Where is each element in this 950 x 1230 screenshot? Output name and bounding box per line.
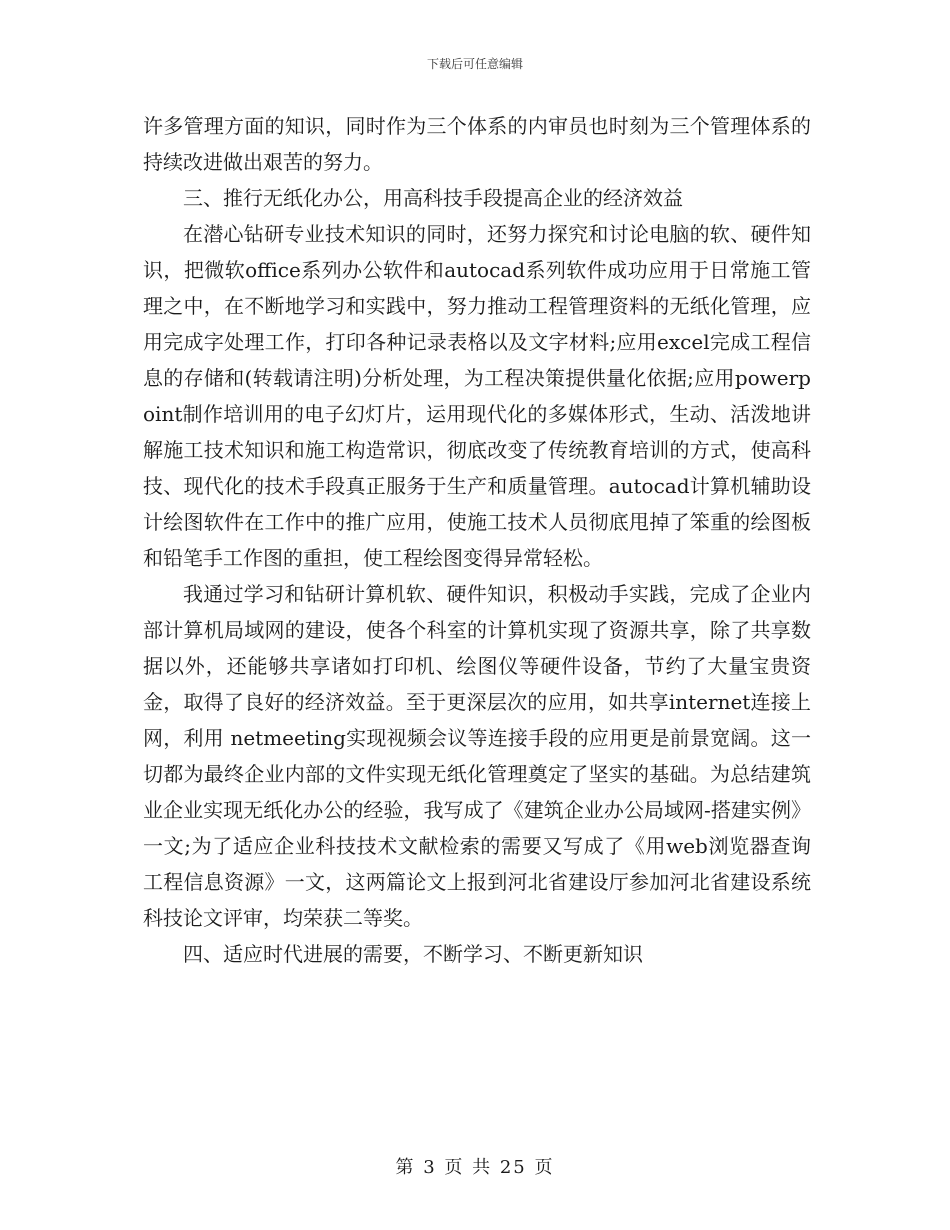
document-body [143, 108, 811, 972]
paragraph-paperless-office: 在潜心钻研专业技术知识的同时，还努力探究和讨论电脑的软、硬件知识，把微软office系列办公软件和autocad系列软件成功应用于日常施工管理之中，在不断地学习和实践中，努力推动工程管理资料的无纸化管理，应用完成字处理工作，打印各种记录表格以及文字材料;应用excel完成工程信息的存储和(转载请注明)分析处理，为工程决策提供量化依据;应用powerpoint制作培训用的电子幻灯片，运用现代化的多媒体形式，生动、活泼地讲解施工技术知识和施工构造常识，彻底改变了传统教育培训的方式，使高科技、现代化的技术手段真正服务于生产和质量管理。autocad计算机辅助设计绘图软件在工作中的推广应用，使施工技术人员彻底甩掉了笨重的绘图板和铅笔手工作图的重担，使工程绘图变得异常轻松。 [143, 222, 811, 570]
section-heading-4: 四、适应时代进展的需要，不断学习、不断更新知识 [183, 942, 643, 966]
page-header: 下载后可任意编辑 [426, 57, 523, 71]
paragraph-continued: 许多管理方面的知识，同时作为三个体系的内审员也时刻为三个管理体系的持续改进做出艰苦的努力。 [143, 114, 811, 174]
paragraph-lan-construction: 我通过学习和钻研计算机软、硬件知识，积极动手实践，完成了企业内部计算机局域网的建设，使各个科室的计算机实现了资源共享，除了共享数据以外，还能够共享诸如打印机、绘图仪等硬件设备，节约了大量宝贵资金，取得了良好的经济效益。至于更深层次的应用，如共享internet连接上网，利用 netmeeting实现视频会议等连接手段的应用更是前景宽阔。这一切都为最终企业内部的文件实现无纸化管理奠定了坚实的基础。为总结建筑业企业实现无纸化办公的经验，我写成了《建筑企业办公局域网-搭建实例》一文;为了适应企业科技技术文献检索的需要又写成了《用web浏览器查询工程信息资源》一文，这两篇论文上报到河北省建设厅参加河北省建设系统科技论文评审，均荣获二等奖。 [143, 582, 811, 930]
section-heading-3: 三、推行无纸化办公，用高科技手段提高企业的经济效益 [183, 186, 683, 210]
page-number-footer: 第 3 页 共 25 页 [395, 1157, 555, 1178]
